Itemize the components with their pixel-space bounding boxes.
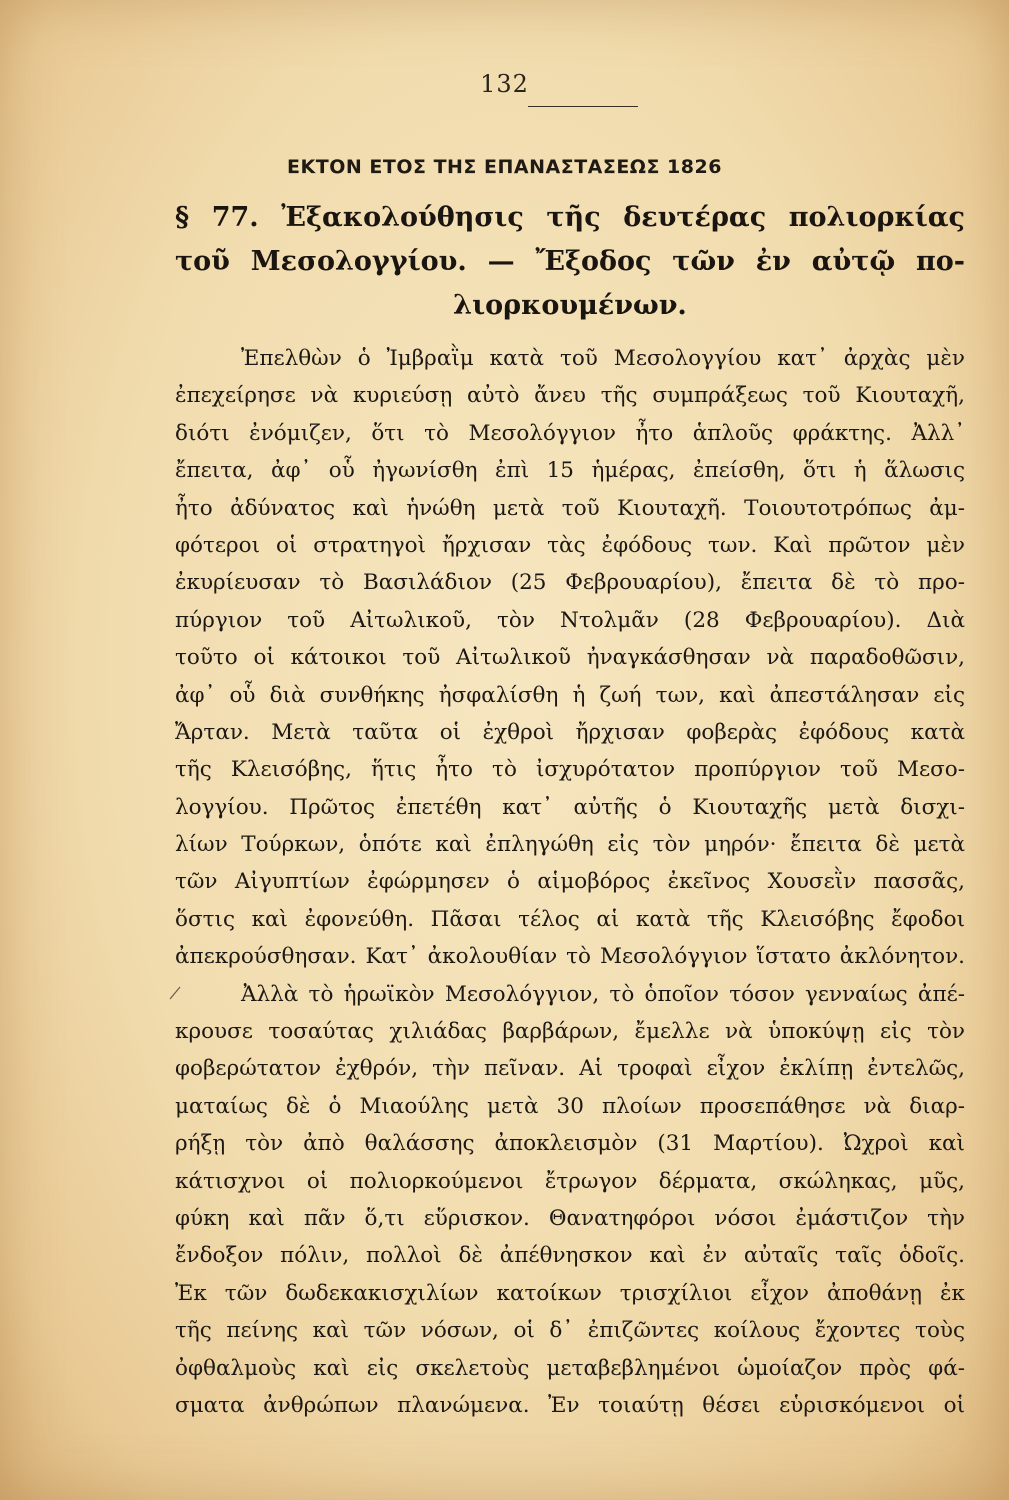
text-line: σματα ἀνθρώπων πλανώμενα. Ἐν τοιαύτῃ θέσει εὑρισκόμενοι οἱ [175, 1392, 965, 1418]
text-line: ἦτο ἀδύνατος καὶ ἡνώθη μετὰ τοῦ Κιουταχῆ. Τοιουτοτρόπως ἀμ- [175, 495, 965, 521]
text-line: φοβερώτατον ἐχθρόν, τὴν πεῖναν. Αἱ τροφαὶ εἶχον ἐκλίπῃ ἐντελῶς, [175, 1056, 965, 1082]
text-line: ἀφ᾽ οὗ διὰ συνθήκης ἠσφαλίσθη ἡ ζωή των, καὶ ἀπεστάλησαν εἰς [175, 682, 965, 708]
page-number: 132 [480, 70, 529, 98]
text-line: φύκη καὶ πᾶν ὅ,τι εὕρισκον. Θανατηφόροι νόσοι ἐμάστιζον τὴν [175, 1205, 965, 1231]
text-line: ὀφθαλμοὺς καὶ εἰς σκελετοὺς μεταβεβλημένοι ὡμοίαζον πρὸς φά- [175, 1355, 965, 1381]
section-title [175, 196, 965, 328]
text-line: ἐκυρίευσαν τὸ Βασιλάδιον (25 Φεβρουαρίου), ἔπειτα δὲ τὸ προ- [175, 570, 965, 596]
text-line: ματαίως δὲ ὁ Μιαούλης μετὰ 30 πλοίων προσεπάθησε νὰ διαρ- [175, 1093, 965, 1119]
text-line: κάτισχνοι οἱ πολιορκούμενοι ἔτρωγον δέρματα, σκώληκας, μῦς, [175, 1168, 965, 1194]
text-line: διότι ἐνόμιζεν, ὅτι τὸ Μεσολόγγιον ἦτο ἁπλοῦς φράκτης. Ἀλλ᾽ [175, 420, 965, 446]
section-title-line: § 77. Ἐξακολούθησις τῆς δευτέρας πολιορκίας [175, 202, 965, 233]
text-line: ἔπειτα, ἀφ᾽ οὗ ἠγωνίσθη ἐπὶ 15 ἡμέρας, ἐπείσθη, ὅτι ἡ ἅλωσις [175, 458, 965, 484]
text-line: ἀπεκρούσθησαν. Κατ᾽ ἀκολουθίαν τὸ Μεσολόγγιον ἵστατο ἀκλόνητον. [175, 944, 965, 970]
text-line: λίων Τούρκων, ὁπότε καὶ ἐπληγώθη εἰς τὸν μηρόν· ἔπειτα δὲ μετὰ [175, 832, 965, 858]
text-line: κρουσε τοσαύτας χιλιάδας βαρβάρων, ἔμελλε νὰ ὑποκύψῃ εἰς τὸν [175, 1019, 965, 1045]
text-line: τῆς πείνης καὶ τῶν νόσων, οἱ δ᾽ ἐπιζῶντες κοίλους ἔχοντες τοὺς [175, 1318, 965, 1344]
text-line: λογγίου. Πρῶτος ἐπετέθη κατ᾽ αὐτῆς ὁ Κιουταχῆς μετὰ δισχι- [175, 794, 965, 820]
text-line: Ἄρταν. Μετὰ ταῦτα οἱ ἐχθροὶ ἤρχισαν φοβερὰς ἐφόδους κατὰ [175, 719, 965, 745]
section-title-line: τοῦ Μεσολογγίου. — Ἔξοδος τῶν ἐν αὐτῷ πο- [175, 246, 965, 277]
text-line: τῆς Κλεισόβης, ἥτις ἦτο τὸ ἰσχυρότατον προπύργιον τοῦ Μεσο- [175, 757, 965, 783]
text-line: τῶν Αἰγυπτίων ἐφώρμησεν ὁ αἱμοβόρος ἐκεῖνος Χουσεῒν πασσᾶς, [175, 869, 965, 895]
text-line: Ἐκ τῶν δωδεκακισχιλίων κατοίκων τρισχίλιοι εἶχον ἀποθάνῃ ἐκ [175, 1280, 965, 1306]
text-line: ἐπεχείρησε νὰ κυριεύσῃ αὐτὸ ἄνευ τῆς συμπράξεως τοῦ Κιουταχῆ, [175, 383, 965, 409]
header-rule [528, 106, 638, 107]
text-line: ρήξῃ τὸν ἀπὸ θαλάσσης ἀποκλεισμὸν (31 Μαρτίου). Ὠχροὶ καὶ [175, 1131, 965, 1157]
running-head: ΕΚΤΟΝ ΕΤΟΣ ΤΗΣ ΕΠΑΝΑΣΤΑΣΕΩΣ 1826 [287, 156, 722, 178]
text-line: ἔνδοξον πόλιν, πολλοὶ δὲ ἀπέθνησκον καὶ ἐν αὐταῖς ταῖς ὁδοῖς. [175, 1243, 965, 1269]
section-title-line: λιορκουμένων. [453, 290, 687, 321]
text-line: φότεροι οἱ στρατηγοὶ ἤρχισαν τὰς ἐφόδους των. Καὶ πρῶτον μὲν [175, 532, 965, 558]
text-line: Ἀλλὰ τὸ ἡρωϊκὸν Μεσολόγγιον, τὸ ὁποῖον τόσον γενναίως ἀπέ- [241, 981, 965, 1007]
text-line: ὅστις καὶ ἐφονεύθη. Πᾶσαι τέλος αἱ κατὰ τῆς Κλεισόβης ἔφοδοι [175, 906, 965, 932]
text-line: τοῦτο οἱ κάτοικοι τοῦ Αἰτωλικοῦ ἠναγκάσθησαν νὰ παραδοθῶσιν, [175, 645, 965, 671]
body-text [175, 340, 965, 1424]
text-line: Ἐπελθὼν ὁ Ἰμβραῒμ κατὰ τοῦ Μεσολογγίου κατ᾽ ἀρχὰς μὲν [241, 346, 965, 371]
text-line: πύργιον τοῦ Αἰτωλικοῦ, τὸν Ντολμᾶν (28 Φεβρουαρίου). Διὰ [175, 607, 965, 633]
